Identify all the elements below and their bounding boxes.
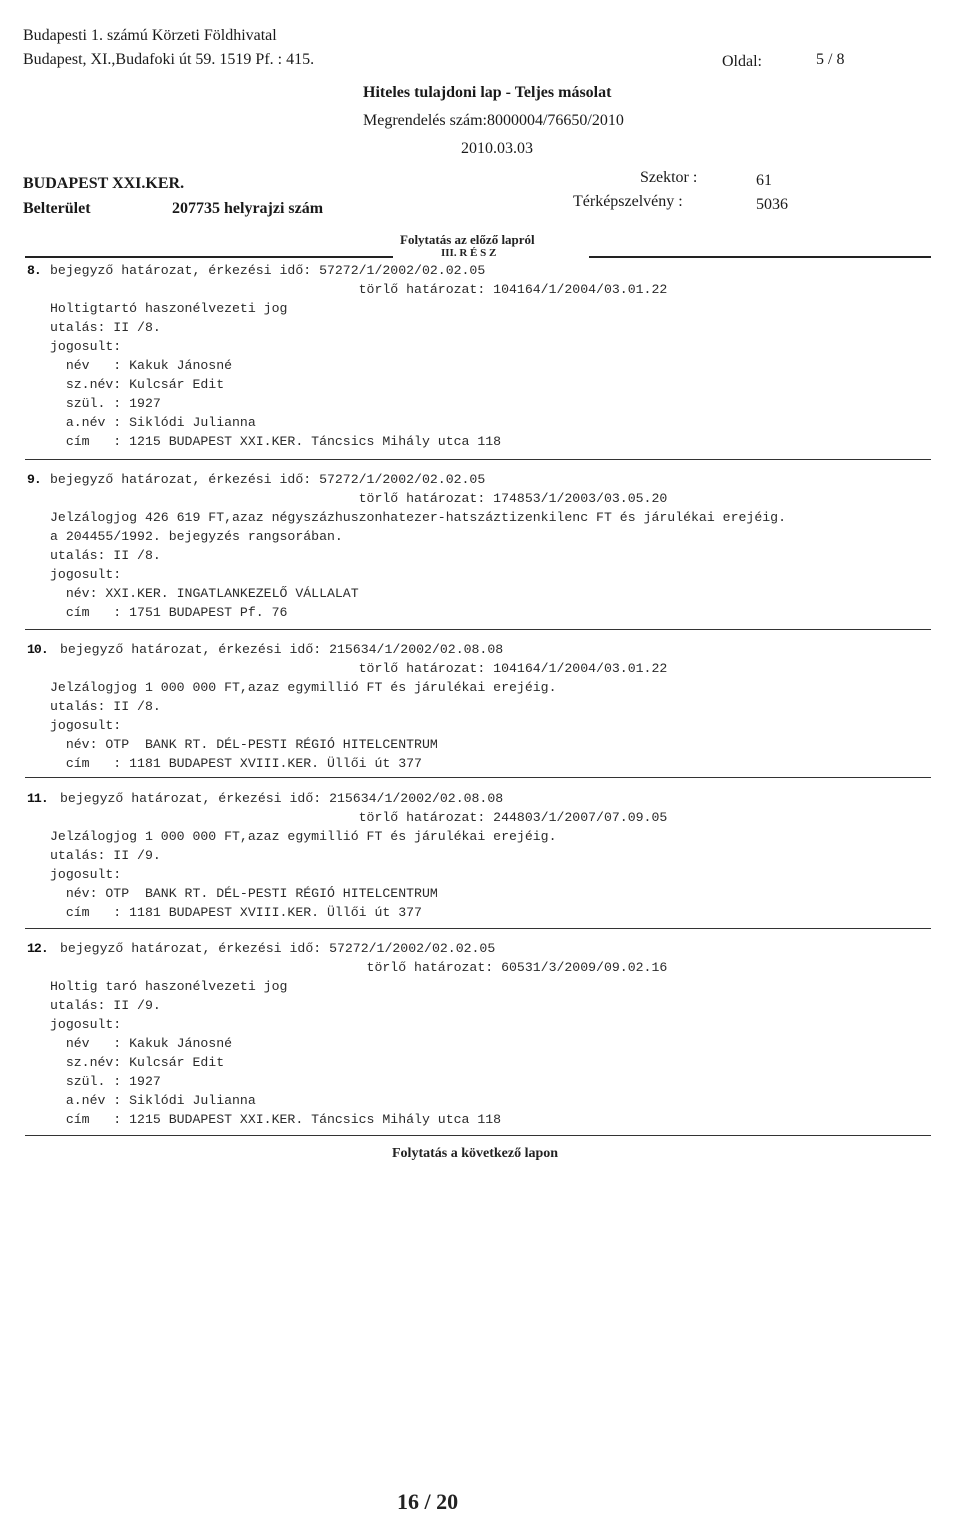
map-sheet-value: 5036	[756, 196, 788, 213]
entry-line: név : Kakuk Jánosné	[50, 358, 233, 373]
entry-line: törlő határozat: 244803/1/2007/07.09.05	[50, 810, 668, 825]
entry-line: törlő határozat: 60531/3/2009/09.02.16	[50, 960, 668, 975]
part-title: III. R É S Z	[441, 247, 497, 259]
entry-divider	[25, 629, 931, 630]
map-sheet-label: Térképszelvény :	[573, 193, 683, 210]
entry-line: név: XXI.KER. INGATLANKEZELŐ VÁLLALAT	[50, 586, 359, 601]
entry-line: szül. : 1927	[50, 396, 161, 411]
entry-line: bejegyző határozat, érkezési idő: 57272/1/2002/02.02.05	[60, 941, 496, 956]
entry-number: 11.	[27, 791, 48, 806]
entry-line: Jelzálogjog 426 619 FT,azaz négyszázhuszonhatezer-hatszáztizenkilenc FT és járulékai erejéig.	[50, 510, 786, 525]
page-value: 5 / 8	[816, 51, 845, 68]
entry-number: 10.	[27, 642, 48, 657]
entry-line: cím : 1181 BUDAPEST XVIII.KER. Üllői út 377	[50, 756, 422, 771]
entry-line: bejegyző határozat, érkezési idő: 215634/1/2002/02.08.08	[60, 642, 504, 657]
page-label: Oldal:	[722, 53, 762, 70]
district: BUDAPEST XXI.KER.	[23, 175, 185, 192]
entry-line: törlő határozat: 104164/1/2004/03.01.22	[50, 661, 668, 676]
entry-line: a.név : Siklódi Julianna	[50, 1093, 256, 1108]
entry-divider	[25, 1135, 931, 1136]
entry-line: cím : 1181 BUDAPEST XVIII.KER. Üllői út 377	[50, 905, 422, 920]
entry-line: jogosult:	[50, 718, 122, 733]
entry-line: bejegyző határozat, érkezési idő: 57272/1/2002/02.02.05	[50, 263, 486, 278]
entry-line: szül. : 1927	[50, 1074, 161, 1089]
sector-value: 61	[756, 172, 772, 189]
entry-line: jogosult:	[50, 867, 122, 882]
entry-number: 12.	[27, 941, 48, 956]
entry-line: jogosult:	[50, 567, 122, 582]
entry-line: a.név : Siklódi Julianna	[50, 415, 256, 430]
entry-line: jogosult:	[50, 339, 122, 354]
entry-line: bejegyző határozat, érkezési idő: 57272/1/2002/02.02.05	[50, 472, 486, 487]
entry-line: Jelzálogjog 1 000 000 FT,azaz egymillió FT és járulékai erejéig.	[50, 829, 557, 844]
entry-line: cím : 1751 BUDAPEST Pf. 76	[50, 605, 288, 620]
entry-line: Holtigtartó haszonélvezeti jog	[50, 301, 288, 316]
entry-line: jogosult:	[50, 1017, 122, 1032]
document-title: Hiteles tulajdoni lap - Teljes másolat	[363, 84, 612, 101]
office-name: Budapesti 1. számú Körzeti Földhivatal	[23, 27, 277, 44]
entry-line: Jelzálogjog 1 000 000 FT,azaz egymillió FT és járulékai erejéig.	[50, 680, 557, 695]
parcel-number: 207735 helyrajzi szám	[172, 200, 324, 217]
entry-line: név : Kakuk Jánosné	[50, 1036, 233, 1051]
entry-number: 9.	[27, 472, 41, 487]
entry-line: sz.név: Kulcsár Edit	[50, 377, 225, 392]
entry-line: Holtig taró haszonélvezeti jog	[50, 979, 288, 994]
entry-line: cím : 1215 BUDAPEST XXI.KER. Táncsics Mihály utca 118	[50, 1112, 502, 1127]
entry-line: utalás: II /8.	[50, 548, 161, 563]
entry-divider	[25, 459, 931, 460]
entry-line: törlő határozat: 104164/1/2004/03.01.22	[50, 282, 668, 297]
area-type: Belterület	[23, 200, 91, 217]
divider-left	[25, 256, 393, 258]
entry-line: utalás: II /8.	[50, 699, 161, 714]
entry-divider	[25, 777, 931, 778]
entry-line: bejegyző határozat, érkezési idő: 215634/1/2002/02.08.08	[60, 791, 504, 806]
page-counter: 16 / 20	[397, 1489, 459, 1514]
entry-line: sz.név: Kulcsár Edit	[50, 1055, 225, 1070]
office-address: Budapest, XI.,Budafoki út 59. 1519 Pf. : 415.	[23, 51, 315, 68]
continued-on-label: Folytatás a következő lapon	[392, 1146, 559, 1161]
entry-line: utalás: II /9.	[50, 998, 161, 1013]
order-number: Megrendelés szám:8000004/76650/2010	[363, 112, 624, 129]
entry-line: cím : 1215 BUDAPEST XXI.KER. Táncsics Mihály utca 118	[50, 434, 502, 449]
divider-right	[589, 256, 931, 258]
entry-divider	[25, 928, 931, 929]
entry-number: 8.	[27, 263, 41, 278]
continued-from-label: Folytatás az előző lapról	[400, 232, 535, 247]
entry-line: törlő határozat: 174853/1/2003/03.05.20	[50, 491, 668, 506]
entry-line: név: OTP BANK RT. DÉL-PESTI RÉGIÓ HITELCENTRUM	[50, 886, 438, 901]
entry-line: név: OTP BANK RT. DÉL-PESTI RÉGIÓ HITELCENTRUM	[50, 737, 438, 752]
entry-line: utalás: II /8.	[50, 320, 161, 335]
entry-line: utalás: II /9.	[50, 848, 161, 863]
document-date: 2010.03.03	[461, 140, 533, 157]
sector-label: Szektor :	[640, 169, 698, 186]
entry-line: a 204455/1992. bejegyzés rangsorában.	[50, 529, 343, 544]
